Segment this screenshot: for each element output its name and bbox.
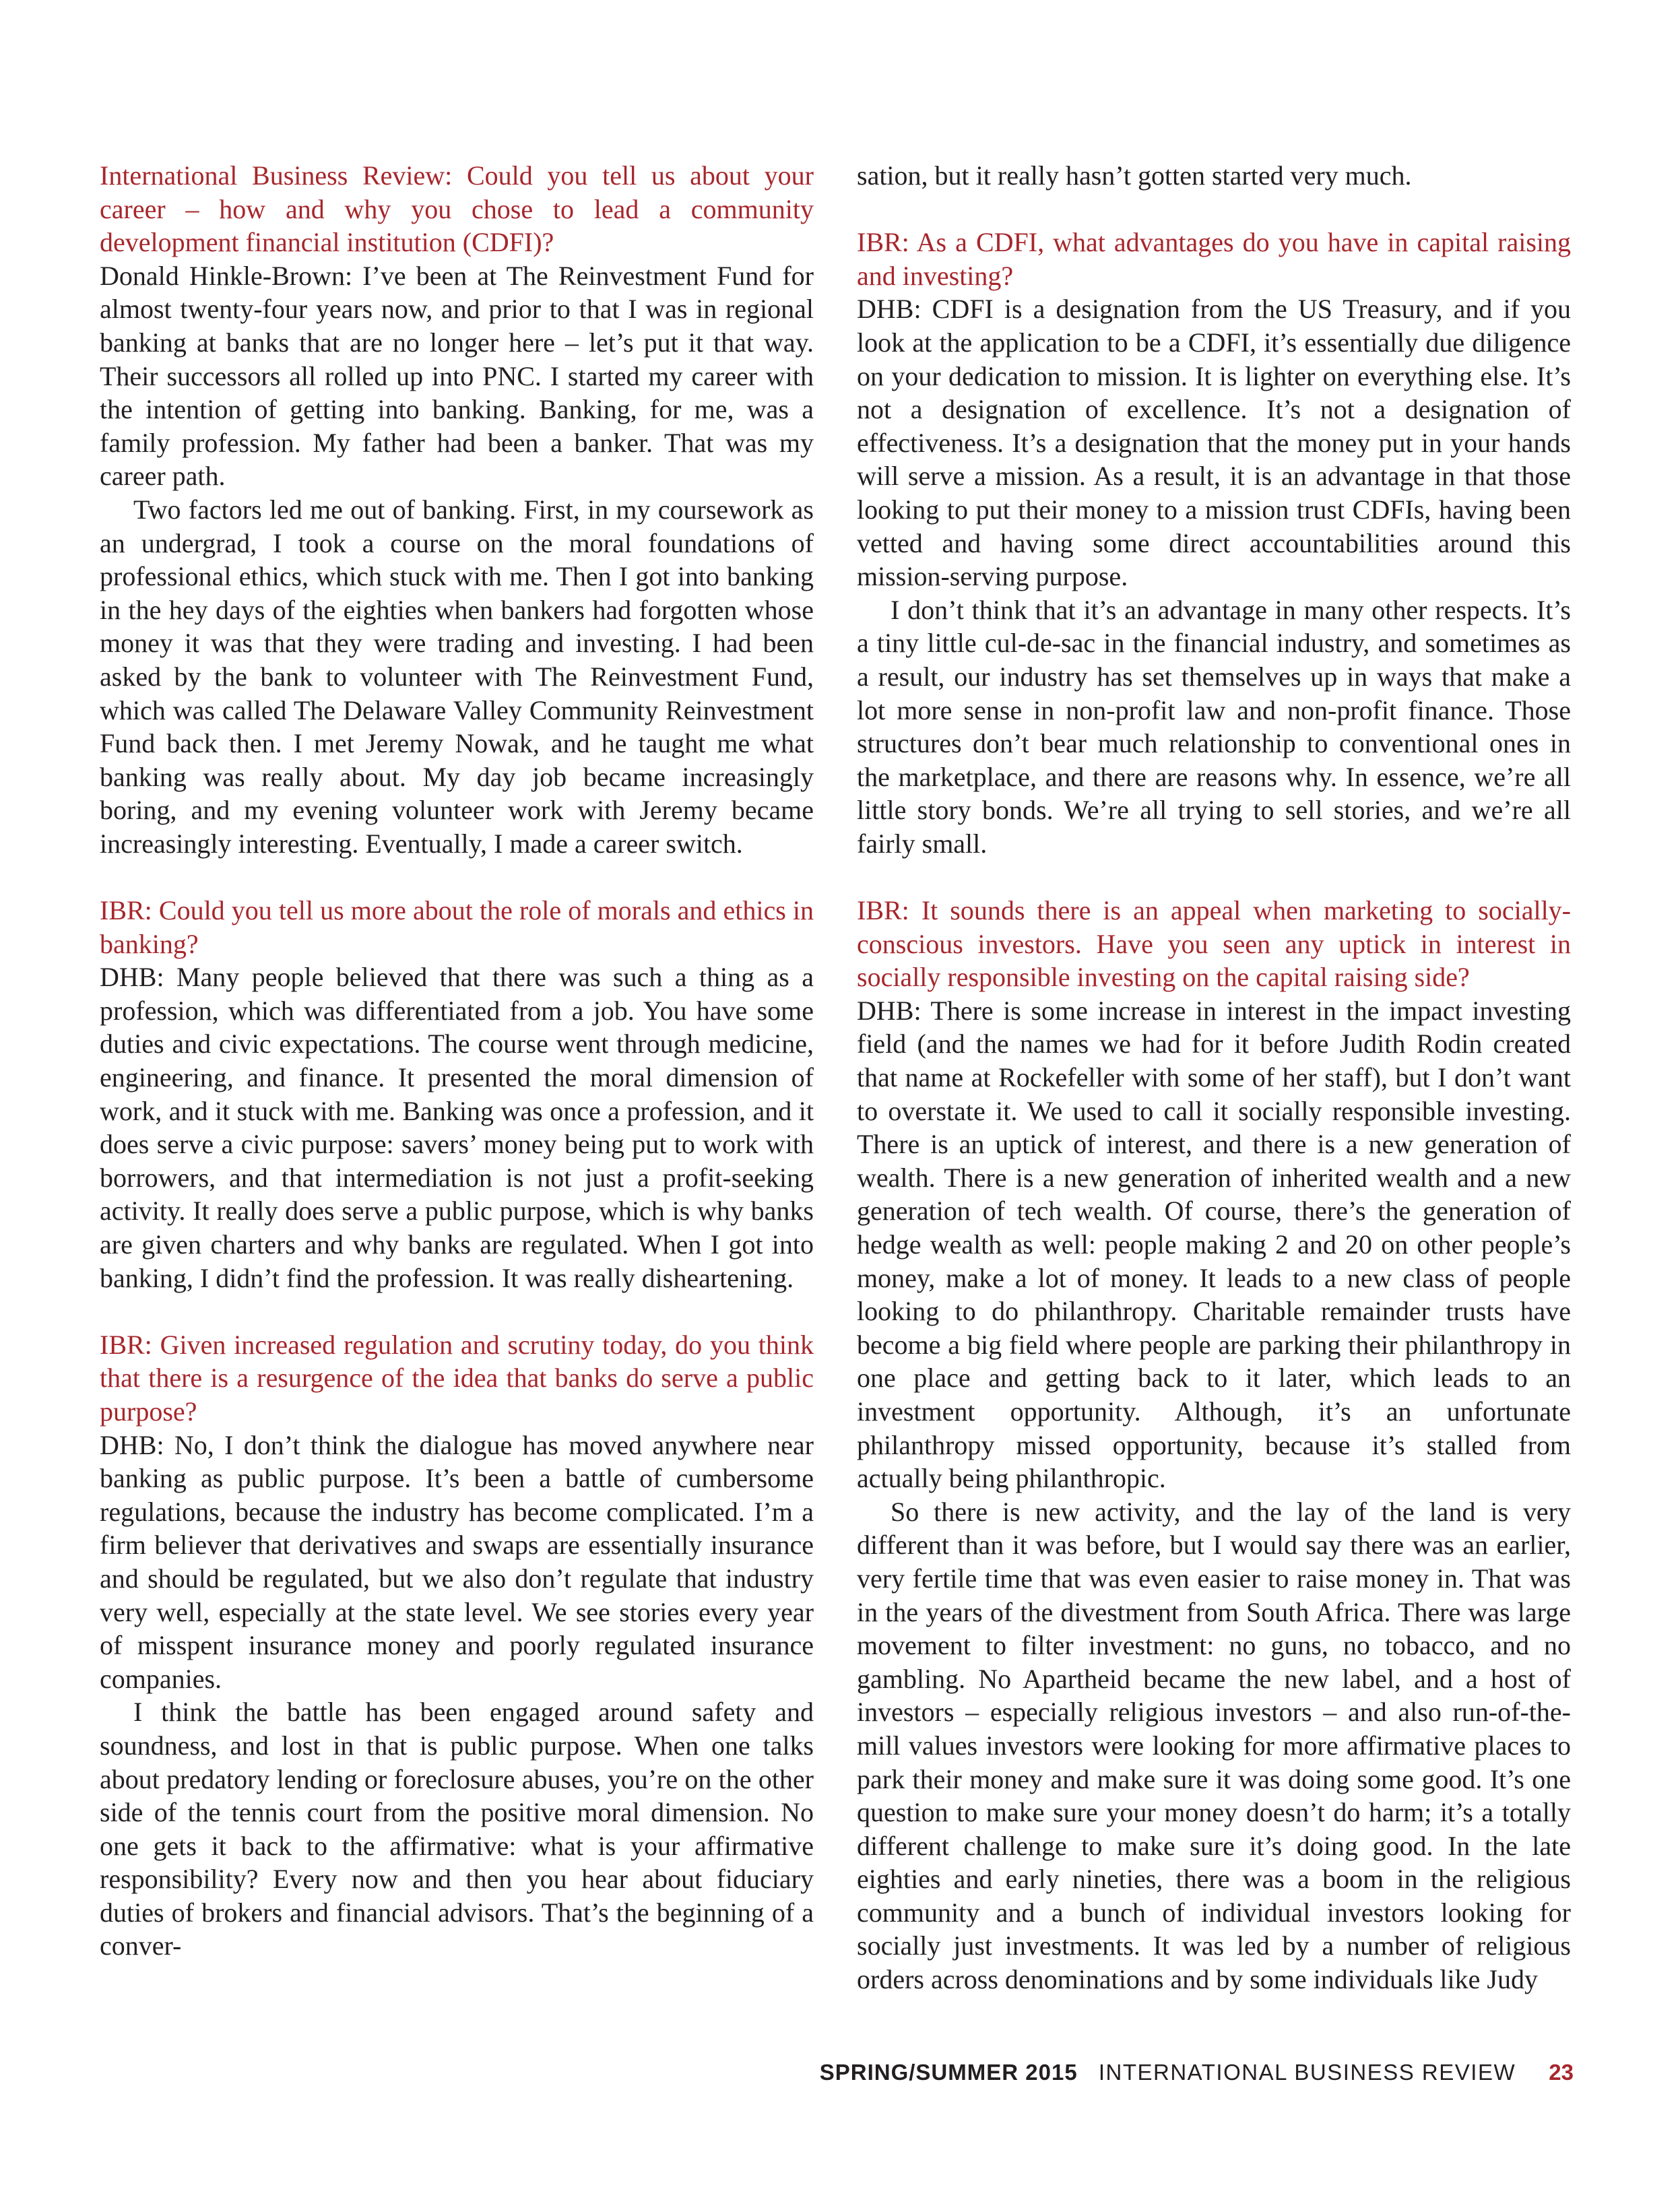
answer-socially-responsible-paragraph-1: DHB: There is some increase in interest in the impact investing field (and the names we had for it before Judith Rodin created that name at Rockefeller with some of her staff), but I don’t want to overstate it. We used to call it socially responsible investing. There is an uptick of interest, and there is a new generation of wealth. There is a new generation of inherited wealth and a new generation of tech wealth. Of course, there’s the generation of hedge wealth as well: people making 2 and 20 on other people’s money, make a lot of money. It leads to a new class of people looking to do philanthropy. Charitable remainder trusts have become a big field where people are parking their philanthropy in one place and getting back to it later, which leads to an investment opportunity. Although, it’s an unfortunate philanthropy missed opportunity, because it’s stalled from actually being philanthropic. (857, 995, 1571, 1494)
issue-season: SPRING/SUMMER 2015 (819, 2060, 1078, 2085)
left-column (100, 159, 814, 1963)
publication-name: INTERNATIONAL BUSINESS REVIEW (1098, 2060, 1516, 2085)
page-number: 23 (1549, 2060, 1574, 2085)
answer-morals-ethics: DHB: Many people believed that there was such a thing as a profession, which was differentiated from a job. You have some duties and civic expectations. The course went through medicine, engineering, and finance. It presented the moral dimension of work, and it stuck with me. Banking was once a profession, and it does serve a civic purpose: savers’ money being put to work with borrowers, and that intermediation is not just a profit-seeking activity. It really does serve a public purpose, which is why banks are given charters and why banks are regulated. When I got into banking, I didn’t find the profession. It was really disheartening. (100, 962, 814, 1293)
answer-cdfi-advantages-paragraph-2: I don’t think that it’s an advantage in many other respects. It’s a tiny little cul-de-sac in the financial industry, and sometimes as a result, our industry has set themselves up in ways that make a lot more sense in non-profit law and non-profit finance. Those structures don’t bear much relationship to conventional ones in the marketplace, and there are reasons why. In essence, we’re all little story bonds. We’re all trying to sell stories, and we’re all fairly small. (857, 594, 1571, 859)
question-cdfi-advantages: IBR: As a CDFI, what advantages do you have in capital raising and investing? (857, 227, 1571, 291)
answer-regulation-paragraph-1: DHB: No, I don’t think the dialogue has moved anywhere near banking as public purpose. It’s been a battle of cumbersome regulations, because the industry has become complicated. I’m a firm believer that derivatives and swaps are essentially insurance and should be regulated, but we also don’t regulate that industry very well, especially at the state level. We see stories every year of misspent insurance money and poorly regulated insurance companies. (100, 1429, 814, 1694)
answer-socially-responsible-paragraph-2: So there is new activity, and the lay of the land is very different than it was before, but I would say there was an earlier, very fertile time that was even easier to raise money in. That was in the years of the divestment from South Africa. There was large movement to filter investment: no guns, no tobacco, and no gambling. No Apartheid became the new label, and a host of investors – especially religious investors – and also run-of-the-mill values investors were looking for more affirmative places to park their money and make sure it was doing some good. It’s one question to make sure your money doesn’t do harm; it’s a totally different challenge to make sure it’s doing good. In the late eighties and early nineties, there was a boom in the religious community and a bunch of individual investors looking for socially just investments. It was led by a number of religious orders across denominations and by some individuals like Judy (857, 1496, 1571, 1995)
answer-regulation-paragraph-2: I think the battle has been engaged around safety and soundness, and lost in that is public purpose. When one talks about predatory lending or foreclosure abuses, you’re on the other side of the tennis court from the positive moral dimension. No one gets it back to the affirmative: what is your affirmative responsibility? Every now and then you hear about fiduciary duties of brokers and financial advisors. That’s the beginning of a conver- (100, 1697, 814, 1961)
question-morals-ethics: IBR: Could you tell us more about the role of morals and ethics in banking? (100, 895, 814, 959)
answer-career-paragraph-2: Two factors led me out of banking. First, in my coursework as an undergrad, I took a course on the moral foundations of professional ethics, which stuck with me. Then I got into banking in the hey days of the eighties when bankers had forgotten whose money it was that they were trading and investing. I had been asked by the bank to volunteer with The Reinvestment Fund, which was called The Delaware Valley Community Reinvestment Fund back then. I met Jeremy Nowak, and he taught me what banking was really about. My day job became increasingly boring, and my evening volunteer work with Jeremy became increasingly interesting. Eventually, I made a career switch. (100, 494, 814, 859)
answer-career-paragraph-1: Donald Hinkle-Brown: I’ve been at The Reinvestment Fund for almost twenty-four years now, and prior to that I was in regional banking at banks that are no longer here – let’s put it that way. Their successors all rolled up into PNC. I started my career with the intention of getting into banking. Banking, for me, was a family profession. My father had been a banker. That was my career path. (100, 260, 814, 492)
answer-regulation-continued: sation, but it really hasn’t gotten started very much. (857, 160, 1412, 191)
right-column (857, 159, 1571, 1996)
question-socially-responsible: IBR: It sounds there is an appeal when marketing to socially-conscious investors. Have you seen any uptick in interest in socially responsible investing on the capital raising side? (857, 895, 1571, 993)
question-regulation: IBR: Given increased regulation and scrutiny today, do you think that there is a resurgence of the idea that banks do serve a public purpose? (100, 1329, 814, 1427)
answer-cdfi-advantages-paragraph-1: DHB: CDFI is a designation from the US Treasury, and if you look at the application to be a CDFI, it’s essentially due diligence on your dedication to mission. It is lighter on everything else. It’s not a designation of excellence. It’s not a designation of effectiveness. It’s a designation that the money put in your hands will serve a mission. As a result, it is an advantage in that those looking to put their money to a mission trust CDFIs, having been vetted and having some direct accountabilities around this mission-serving purpose. (857, 294, 1571, 592)
page-footer (820, 2060, 1574, 2085)
question-career: International Business Review: Could you tell us about your career – how and why you chose to lead a community development financial institution (CDFI)? (100, 160, 814, 258)
